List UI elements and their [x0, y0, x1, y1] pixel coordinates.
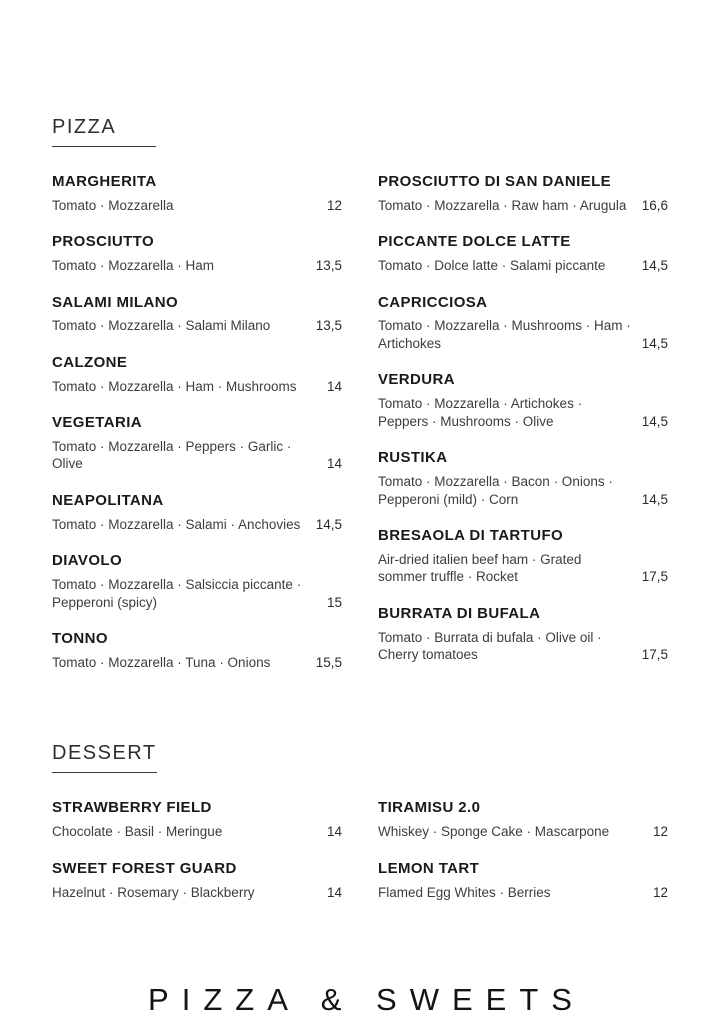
item-description: Tomato · Mozzarella: [52, 197, 174, 213]
menu-item-vegetaria: [52, 414, 342, 473]
pizza-column-right: [378, 173, 668, 690]
item-description: Tomato · Mozzarella · Salsiccia piccante · Pepperoni (spicy): [52, 577, 302, 610]
item-name: MARGHERITA: [52, 173, 157, 190]
menu-item-diavolo: [52, 552, 342, 611]
item-description: Chocolate · Basil · Meringue: [52, 824, 223, 840]
pizza-column-left: [52, 173, 342, 690]
item-price: 14,5: [641, 335, 668, 351]
dessert-columns: [52, 799, 668, 920]
menu-item-verdura: [378, 371, 668, 430]
item-name: VEGETARIA: [52, 414, 142, 432]
item-name: LEMON TART: [378, 859, 480, 877]
section-pizza: [52, 116, 668, 690]
item-name: RUSTIKA: [378, 449, 448, 467]
menu-item-calzone: [52, 354, 342, 395]
section-title-pizza: PIZZA: [52, 116, 156, 147]
item-price: 13,5: [315, 258, 342, 274]
item-description: Tomato · Mozzarella · Peppers · Garlic · Olive: [52, 438, 292, 472]
item-description: Tomato · Mozzarella · Salami · Anchovies: [52, 516, 301, 532]
item-price: 14,5: [641, 413, 668, 429]
item-description: Whiskey · Sponge Cake · Mascarpone: [378, 824, 610, 840]
item-description: Tomato · Dolce latte · Salami piccante: [378, 258, 606, 274]
item-price: 14,5: [315, 516, 342, 532]
item-description: Hazelnut · Rosemary · Blackberry: [52, 884, 255, 900]
menu-item-prosciutto: [52, 233, 342, 274]
pizza-columns: [52, 173, 668, 690]
item-price: 13,5: [315, 318, 342, 334]
dessert-column-right: [378, 799, 668, 920]
menu-item-salami-milano: [52, 294, 342, 335]
item-description: Tomato · Mozzarella · Ham · Mushrooms: [52, 378, 297, 394]
item-price: 12: [652, 824, 668, 840]
item-name: PICCANTE DOLCE LATTE: [378, 233, 571, 251]
item-price: 14: [326, 456, 342, 472]
item-name: CALZONE: [52, 353, 128, 371]
item-price: 17,5: [641, 647, 668, 663]
item-description: Flamed Egg Whites · Berries: [378, 884, 551, 900]
menu-item-bresaola-di-tartufo: [378, 527, 668, 586]
item-name: BRESAOLA DI TARTUFO: [378, 527, 564, 545]
item-price: 14,5: [641, 491, 668, 507]
item-name: STRAWBERRY FIELD: [52, 799, 212, 817]
item-description: Tomato · Mozzarella · Bacon · Onions · Pepperoni (mild) · Corn: [378, 474, 613, 507]
item-price: 14: [326, 884, 342, 900]
item-name: BURRATA DI BUFALA: [378, 604, 541, 622]
item-description: Tomato · Mozzarella · Ham: [52, 258, 215, 274]
section-dessert: [52, 742, 668, 920]
menu-item-piccante-dolce-latte: [378, 233, 668, 274]
item-description: Air-dried italien beef ham · Grated sommer truffle · Rocket: [378, 551, 582, 585]
item-price: 16,6: [641, 197, 668, 213]
item-name: SALAMI MILANO: [52, 293, 179, 311]
menu-item-rustika: [378, 449, 668, 508]
menu-item-sweet-forest-guard: [52, 860, 342, 901]
item-name: VERDURA: [378, 371, 455, 389]
item-name: PROSCIUTTO DI SAN DANIELE: [378, 173, 612, 190]
menu-item-tonno: [52, 630, 342, 671]
item-price: 14,5: [641, 258, 668, 274]
item-description: Tomato · Burrata di bufala · Olive oil · Cherry tomatoes: [378, 629, 602, 663]
menu-item-neapolitana: [52, 492, 342, 533]
menu-item-capricciosa: [378, 294, 668, 353]
item-description: Tomato · Mozzarella · Mushrooms · Ham · Artichokes: [378, 318, 631, 351]
menu-item-tiramisu: [378, 799, 668, 840]
menu-item-burrata-di-bufala: [378, 605, 668, 664]
item-name: NEAPOLITANA: [52, 492, 164, 510]
item-price: 17,5: [641, 569, 668, 585]
menu-footer-title: PIZZA & SWEETS: [148, 982, 585, 1018]
item-description: Tomato · Mozzarella · Tuna · Onions: [52, 654, 271, 670]
item-price: 12: [652, 884, 668, 900]
item-price: 12: [326, 197, 342, 213]
item-price: 15: [326, 594, 342, 610]
item-name: SWEET FOREST GUARD: [52, 859, 237, 877]
menu-item-lemon-tart: [378, 860, 668, 901]
item-description: Tomato · Mozzarella · Salami Milano: [52, 318, 271, 334]
item-description: Tomato · Mozzarella · Raw ham · Arugula: [378, 197, 627, 213]
item-name: PROSCIUTTO: [52, 233, 155, 251]
section-title-dessert: DESSERT: [52, 742, 157, 773]
item-description: Tomato · Mozzarella · Artichokes · Peppers · Mushrooms · Olive: [378, 396, 583, 429]
item-price: 14: [326, 378, 342, 394]
menu-item-prosciutto-di-san-daniele: [378, 173, 668, 214]
item-name: CAPRICCIOSA: [378, 293, 488, 311]
menu-item-margherita: [52, 173, 342, 214]
dessert-column-left: [52, 799, 342, 920]
item-name: DIAVOLO: [52, 552, 123, 570]
item-name: TONNO: [52, 630, 108, 648]
item-price: 14: [326, 824, 342, 840]
menu-item-strawberry-field: [52, 799, 342, 840]
item-price: 15,5: [315, 654, 342, 670]
item-name: TIRAMISU 2.0: [378, 799, 481, 817]
